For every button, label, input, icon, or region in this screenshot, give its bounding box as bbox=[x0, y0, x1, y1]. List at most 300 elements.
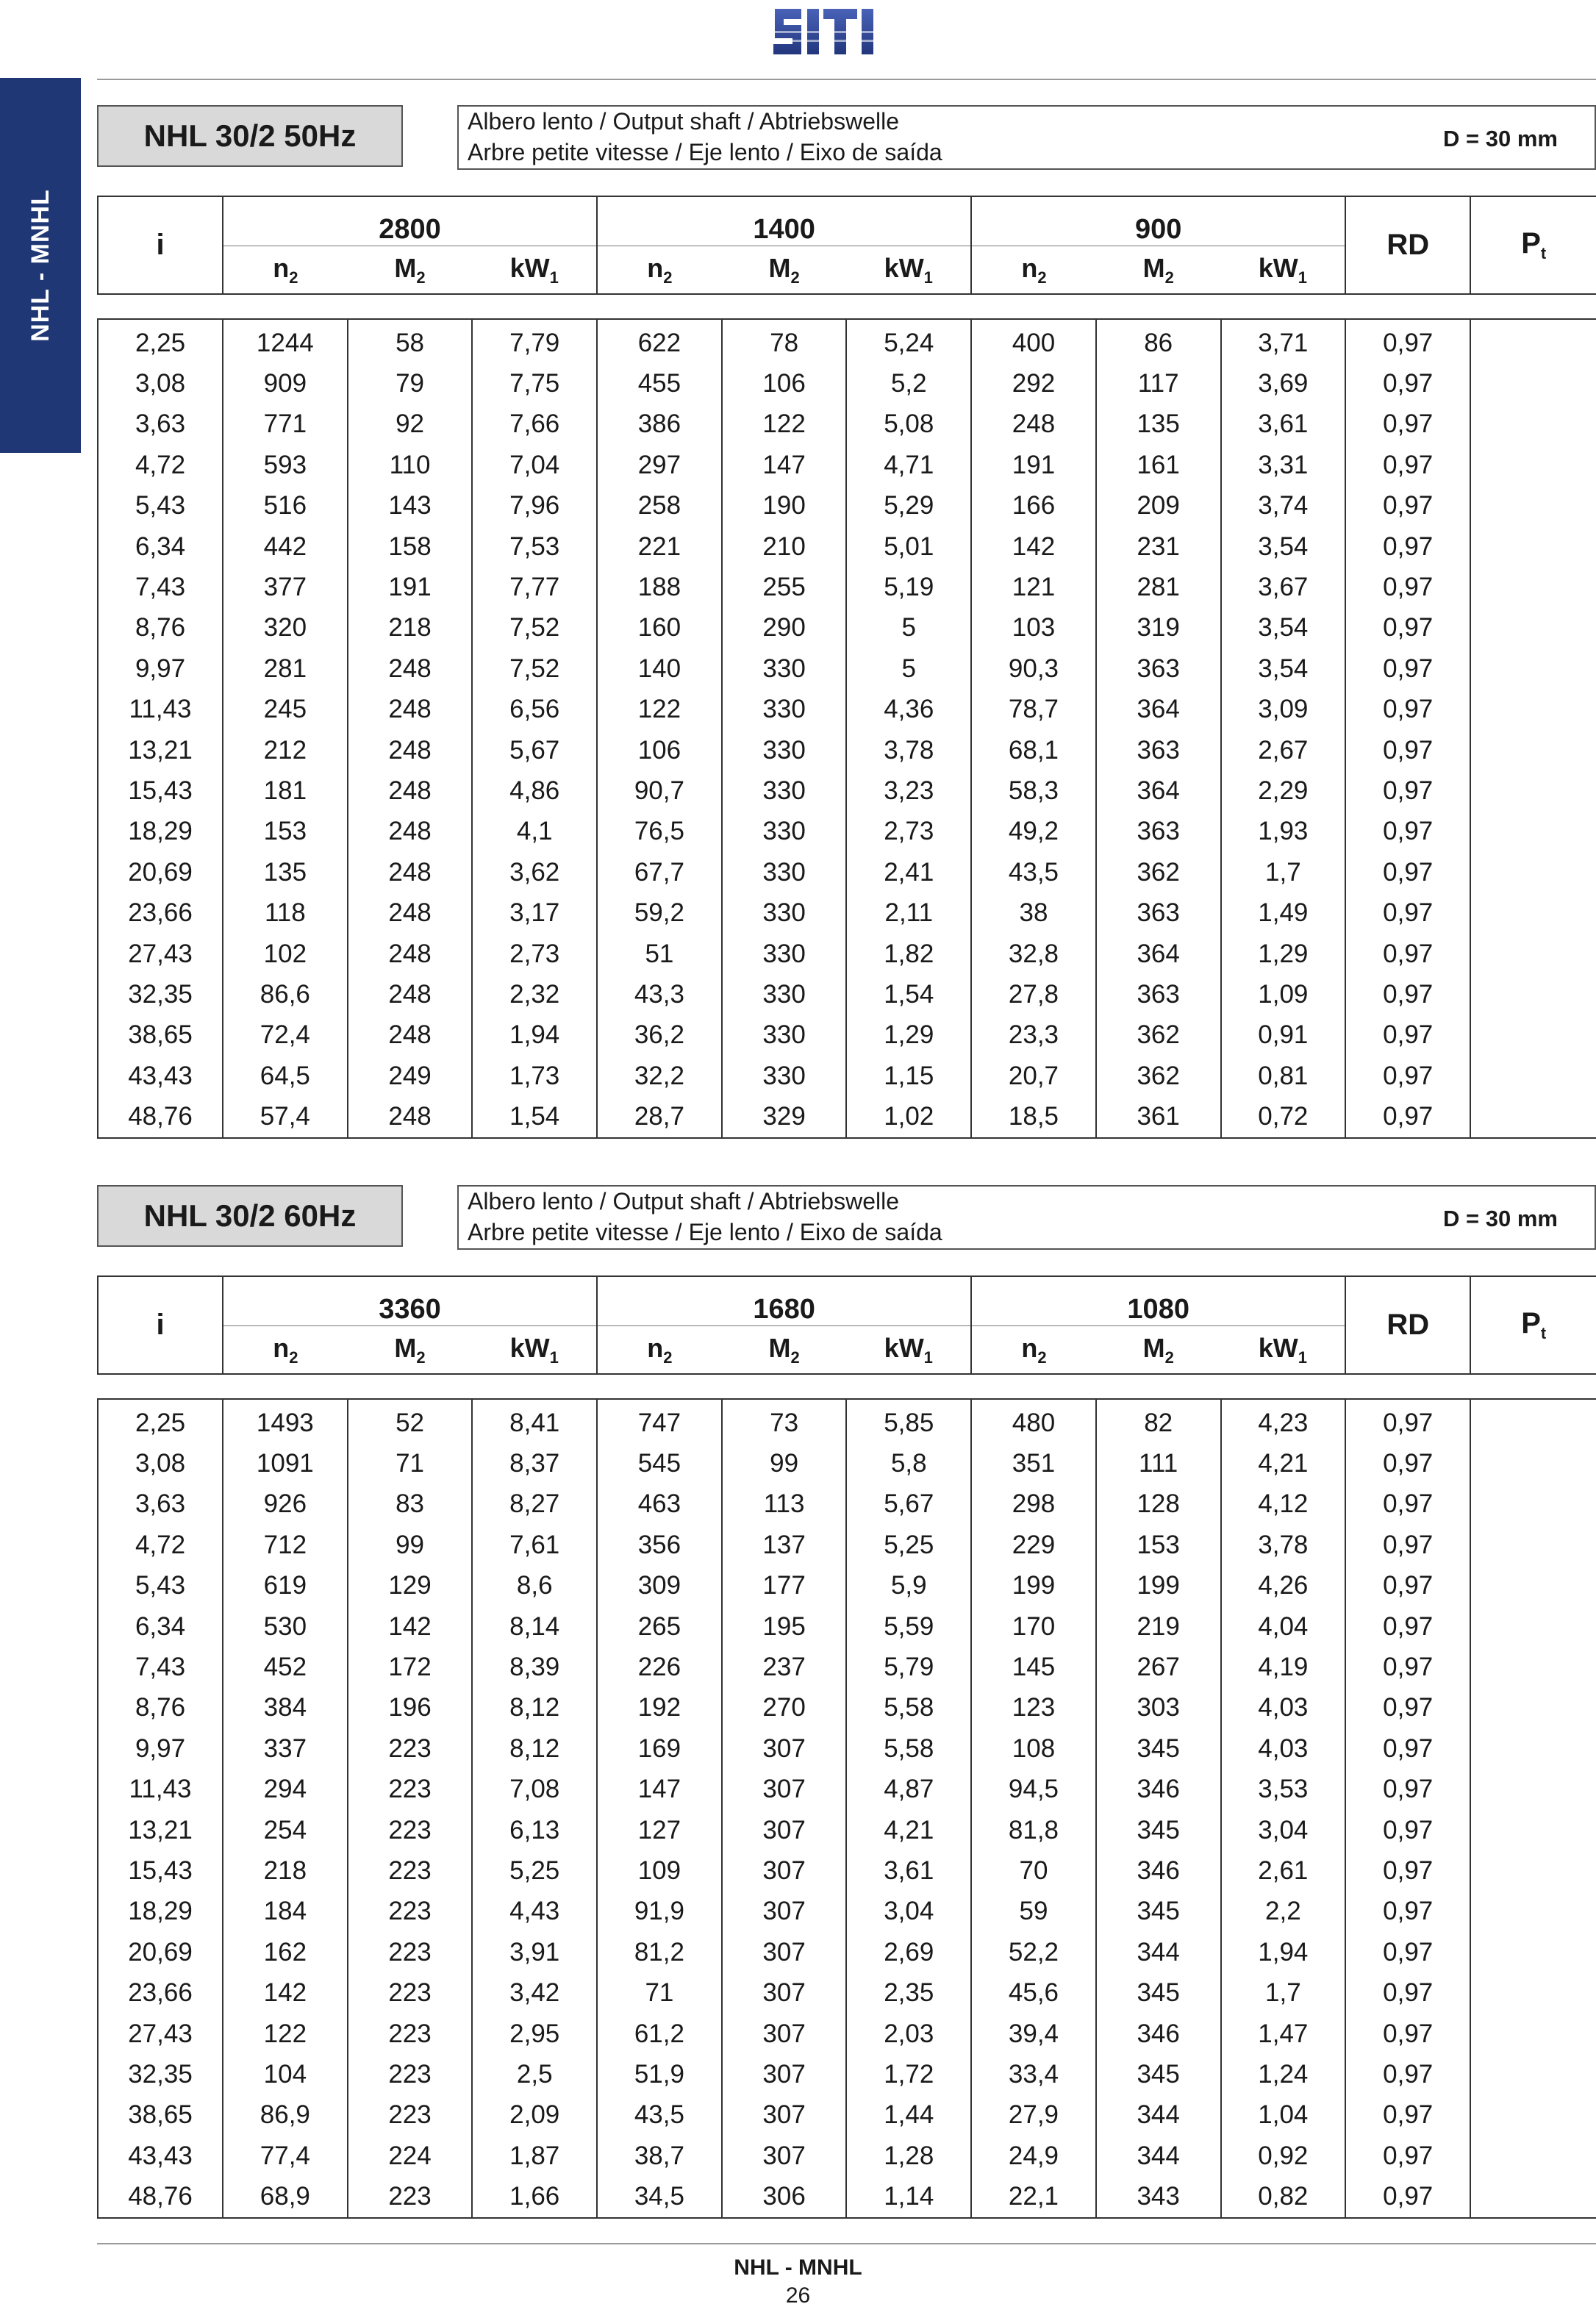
table-cell: 117 bbox=[1096, 363, 1221, 404]
table-row bbox=[98, 1015, 1596, 1056]
table-row bbox=[98, 1688, 1596, 1728]
table-cell: 2,2 bbox=[1221, 1892, 1346, 1932]
table-cell: 0,97 bbox=[1345, 1443, 1470, 1484]
table-cell: 145 bbox=[971, 1647, 1096, 1687]
table-cell: 7,53 bbox=[472, 526, 597, 567]
table-cell: 27,43 bbox=[98, 934, 223, 974]
table-cell: 7,61 bbox=[472, 1525, 597, 1565]
table-cell: 1,28 bbox=[846, 2136, 971, 2176]
table-cell: 400 bbox=[971, 319, 1096, 363]
table-cell: 4,26 bbox=[1221, 1566, 1346, 1606]
table-cell: 33,4 bbox=[971, 2054, 1096, 2094]
table-cell: 20,69 bbox=[98, 1932, 223, 1972]
table-cell: 2,61 bbox=[1221, 1850, 1346, 1891]
table-cell bbox=[1470, 1688, 1596, 1728]
table-cell: 79 bbox=[348, 363, 473, 404]
table-cell: 307 bbox=[722, 2054, 847, 2094]
table-cell bbox=[1470, 2014, 1596, 2054]
table-cell: 307 bbox=[722, 2136, 847, 2176]
table-cell: 7,77 bbox=[472, 567, 597, 607]
table-header bbox=[97, 1275, 1596, 1375]
table-cell: 3,17 bbox=[472, 892, 597, 933]
table-cell bbox=[1470, 1972, 1596, 2013]
table-cell: 190 bbox=[722, 486, 847, 526]
table-cell: 0,92 bbox=[1221, 2136, 1346, 2176]
table-cell: 27,9 bbox=[971, 2095, 1096, 2136]
table-cell: 1,94 bbox=[1221, 1932, 1346, 1972]
col-i-header: i bbox=[98, 1276, 223, 1374]
table-cell: 3,53 bbox=[1221, 1770, 1346, 1810]
table-cell: 9,97 bbox=[98, 1728, 223, 1769]
table-cell: 255 bbox=[722, 567, 847, 607]
table-row bbox=[98, 1810, 1596, 1850]
rpm-header: 900 bbox=[971, 196, 1345, 246]
table-cell: 51 bbox=[597, 934, 722, 974]
table-cell: 2,73 bbox=[472, 934, 597, 974]
table-row bbox=[98, 1484, 1596, 1525]
table-cell: 1,7 bbox=[1221, 1972, 1346, 2013]
table-cell bbox=[1470, 974, 1596, 1015]
table-cell: 5,43 bbox=[98, 486, 223, 526]
table-cell: 86,9 bbox=[223, 2095, 348, 2136]
table-cell: 2,25 bbox=[98, 319, 223, 363]
table-row bbox=[98, 934, 1596, 974]
table-cell: 377 bbox=[223, 567, 348, 607]
table-cell: 4,72 bbox=[98, 1525, 223, 1565]
table-cell: 0,97 bbox=[1345, 608, 1470, 648]
table-cell: 229 bbox=[971, 1525, 1096, 1565]
table-cell: 330 bbox=[722, 1056, 847, 1096]
table-cell: 2,5 bbox=[472, 2054, 597, 2094]
table-cell: 13,21 bbox=[98, 1810, 223, 1850]
table-cell: 307 bbox=[722, 1770, 847, 1810]
table-cell: 0,97 bbox=[1345, 2014, 1470, 2054]
table-cell: 0,97 bbox=[1345, 1566, 1470, 1606]
table-cell: 0,97 bbox=[1345, 1399, 1470, 1443]
table-cell bbox=[1470, 1096, 1596, 1137]
table-cell: 320 bbox=[223, 608, 348, 648]
table-cell: 2,32 bbox=[472, 974, 597, 1015]
table-cell: 221 bbox=[597, 526, 722, 567]
table-cell: 223 bbox=[348, 2014, 473, 2054]
table-cell: 329 bbox=[722, 1096, 847, 1137]
rpm-header: 1680 bbox=[597, 1276, 971, 1326]
table-cell: 330 bbox=[722, 690, 847, 730]
table-cell: 64,5 bbox=[223, 1056, 348, 1096]
table-row bbox=[98, 526, 1596, 567]
table-cell: 1,72 bbox=[846, 2054, 971, 2094]
top-rule bbox=[97, 79, 1596, 80]
table-cell: 223 bbox=[348, 2176, 473, 2217]
table-cell: 330 bbox=[722, 1015, 847, 1056]
col-rd-header: RD bbox=[1345, 196, 1470, 294]
table-cell: 330 bbox=[722, 648, 847, 689]
table-cell: 712 bbox=[223, 1525, 348, 1565]
table-cell: 8,14 bbox=[472, 1606, 597, 1647]
table-cell bbox=[1470, 1770, 1596, 1810]
table-cell: 4,03 bbox=[1221, 1688, 1346, 1728]
table-cell: 5,79 bbox=[846, 1647, 971, 1687]
kw1-header: $kW_1$ bbox=[472, 246, 597, 295]
table-cell: 7,66 bbox=[472, 404, 597, 445]
table-row bbox=[98, 2136, 1596, 2176]
table-cell: 363 bbox=[1096, 892, 1221, 933]
table-cell: 5,01 bbox=[846, 526, 971, 567]
table-cell: 516 bbox=[223, 486, 348, 526]
table-cell bbox=[1470, 1484, 1596, 1525]
table-cell: 90,3 bbox=[971, 648, 1096, 689]
table-cell: 330 bbox=[722, 730, 847, 770]
table-cell: 58,3 bbox=[971, 770, 1096, 811]
table-cell: 5,67 bbox=[846, 1484, 971, 1525]
table-cell: 48,76 bbox=[98, 2176, 223, 2217]
table-cell bbox=[1470, 1810, 1596, 1850]
shaft-label-line2: Arbre petite vitesse / Eje lento / Eixo de saída bbox=[468, 139, 942, 165]
table-cell: 361 bbox=[1096, 1096, 1221, 1137]
table-cell: 345 bbox=[1096, 1810, 1221, 1850]
table-cell: 386 bbox=[597, 404, 722, 445]
table-cell: 292 bbox=[971, 363, 1096, 404]
table-cell: 455 bbox=[597, 363, 722, 404]
table-cell: 452 bbox=[223, 1647, 348, 1687]
table-cell: 330 bbox=[722, 974, 847, 1015]
table-cell: 7,79 bbox=[472, 319, 597, 363]
table-cell: 4,21 bbox=[1221, 1443, 1346, 1484]
table-cell: 6,34 bbox=[98, 526, 223, 567]
table-cell bbox=[1470, 690, 1596, 730]
table-cell: 223 bbox=[348, 2095, 473, 2136]
table-cell: 1,66 bbox=[472, 2176, 597, 2217]
kw1-header: $kW_1$ bbox=[846, 1326, 971, 1375]
table-cell: 1493 bbox=[223, 1399, 348, 1443]
table-cell: 0,97 bbox=[1345, 1850, 1470, 1891]
table-cell: 619 bbox=[223, 1566, 348, 1606]
table-cell: 191 bbox=[971, 445, 1096, 485]
table-cell: 0,97 bbox=[1345, 567, 1470, 607]
table-cell: 303 bbox=[1096, 1688, 1221, 1728]
table-cell: 106 bbox=[597, 730, 722, 770]
table-row bbox=[98, 486, 1596, 526]
table-cell: 86 bbox=[1096, 319, 1221, 363]
table-cell: 319 bbox=[1096, 608, 1221, 648]
table-cell: 192 bbox=[597, 1688, 722, 1728]
table-cell: 27,8 bbox=[971, 974, 1096, 1015]
table-cell: 78 bbox=[722, 319, 847, 363]
table-cell: 51,9 bbox=[597, 2054, 722, 2094]
table-cell: 1,14 bbox=[846, 2176, 971, 2217]
table-cell: 0,97 bbox=[1345, 934, 1470, 974]
table-row bbox=[98, 1728, 1596, 1769]
table-cell: 307 bbox=[722, 1892, 847, 1932]
table-cell: 1,7 bbox=[1221, 852, 1346, 892]
table-cell: 307 bbox=[722, 1972, 847, 2013]
table-cell: 306 bbox=[722, 2176, 847, 2217]
table-cell: 58 bbox=[348, 319, 473, 363]
table-cell: 142 bbox=[971, 526, 1096, 567]
table-cell: 0,97 bbox=[1345, 770, 1470, 811]
table-cell: 3,78 bbox=[1221, 1525, 1346, 1565]
table-cell: 143 bbox=[348, 486, 473, 526]
table-cell: 356 bbox=[597, 1525, 722, 1565]
shaft-diameter: D = 30 mm bbox=[1443, 126, 1558, 151]
table-cell: 6,34 bbox=[98, 1606, 223, 1647]
table-cell: 3,54 bbox=[1221, 648, 1346, 689]
table-cell: 99 bbox=[348, 1525, 473, 1565]
table-cell: 294 bbox=[223, 1770, 348, 1810]
table-cell: 45,6 bbox=[971, 1972, 1096, 2013]
table-cell: 76,5 bbox=[597, 812, 722, 852]
table-cell: 384 bbox=[223, 1688, 348, 1728]
table-row bbox=[98, 2014, 1596, 2054]
table-cell: 94,5 bbox=[971, 1770, 1096, 1810]
table-cell: 5,24 bbox=[846, 319, 971, 363]
table-cell: 49,2 bbox=[971, 812, 1096, 852]
table-cell: 307 bbox=[722, 1850, 847, 1891]
table-cell: 36,2 bbox=[597, 1015, 722, 1056]
table-cell: 0,97 bbox=[1345, 2176, 1470, 2217]
table-cell: 0,97 bbox=[1345, 648, 1470, 689]
table-cell: 248 bbox=[348, 648, 473, 689]
table-cell bbox=[1470, 852, 1596, 892]
table-cell: 593 bbox=[223, 445, 348, 485]
table-cell: 4,12 bbox=[1221, 1484, 1346, 1525]
table-cell bbox=[1470, 730, 1596, 770]
table-row bbox=[98, 1525, 1596, 1565]
table-cell: 38,65 bbox=[98, 2095, 223, 2136]
table-cell bbox=[1470, 1056, 1596, 1096]
m2-header: $M_2$ bbox=[722, 246, 847, 295]
table-cell bbox=[1470, 526, 1596, 567]
table-cell: 7,04 bbox=[472, 445, 597, 485]
table-cell: 0,91 bbox=[1221, 1015, 1346, 1056]
table-cell: 22,1 bbox=[971, 2176, 1096, 2217]
table-cell: 362 bbox=[1096, 1056, 1221, 1096]
table-cell bbox=[1470, 770, 1596, 811]
table-cell: 91,9 bbox=[597, 1892, 722, 1932]
table-cell: 254 bbox=[223, 1810, 348, 1850]
table-cell: 24,9 bbox=[971, 2136, 1096, 2176]
table-cell: 363 bbox=[1096, 730, 1221, 770]
table-cell: 7,43 bbox=[98, 1647, 223, 1687]
table-cell: 223 bbox=[348, 1850, 473, 1891]
table-cell: 248 bbox=[348, 690, 473, 730]
table-row bbox=[98, 2054, 1596, 2094]
table-cell: 73 bbox=[722, 1399, 847, 1443]
table-cell: 248 bbox=[348, 1096, 473, 1137]
table-cell: 3,69 bbox=[1221, 363, 1346, 404]
table-cell: 103 bbox=[971, 608, 1096, 648]
table-cell: 68,1 bbox=[971, 730, 1096, 770]
table-cell: 281 bbox=[1096, 567, 1221, 607]
data-table bbox=[97, 318, 1596, 1139]
table-cell: 4,1 bbox=[472, 812, 597, 852]
table-cell: 2,29 bbox=[1221, 770, 1346, 811]
table-cell bbox=[1470, 2095, 1596, 2136]
side-tab bbox=[0, 78, 81, 453]
table-cell: 5,67 bbox=[472, 730, 597, 770]
table-cell: 909 bbox=[223, 363, 348, 404]
table-cell: 248 bbox=[348, 730, 473, 770]
table-cell: 77,4 bbox=[223, 2136, 348, 2176]
table-cell: 209 bbox=[1096, 486, 1221, 526]
table-cell: 1,44 bbox=[846, 2095, 971, 2136]
table-row bbox=[98, 363, 1596, 404]
table-cell: 170 bbox=[971, 1606, 1096, 1647]
table-cell: 3,08 bbox=[98, 1443, 223, 1484]
table-cell: 102 bbox=[223, 934, 348, 974]
table-cell: 530 bbox=[223, 1606, 348, 1647]
table-cell bbox=[1470, 1728, 1596, 1769]
table-cell: 5,43 bbox=[98, 1566, 223, 1606]
table-cell: 3,91 bbox=[472, 1932, 597, 1972]
table-cell: 8,39 bbox=[472, 1647, 597, 1687]
rpm-header: 1080 bbox=[971, 1276, 1345, 1326]
table-cell: 109 bbox=[597, 1850, 722, 1891]
table-cell: 3,04 bbox=[846, 1892, 971, 1932]
table-cell: 926 bbox=[223, 1484, 348, 1525]
table-cell: 290 bbox=[722, 608, 847, 648]
table-row bbox=[98, 2095, 1596, 2136]
table-cell bbox=[1470, 608, 1596, 648]
table-cell: 245 bbox=[223, 690, 348, 730]
table-cell: 747 bbox=[597, 1399, 722, 1443]
table-cell: 166 bbox=[971, 486, 1096, 526]
table-cell: 248 bbox=[348, 1015, 473, 1056]
table-cell: 7,52 bbox=[472, 608, 597, 648]
table-cell: 218 bbox=[223, 1850, 348, 1891]
table-cell: 224 bbox=[348, 2136, 473, 2176]
table-cell: 2,03 bbox=[846, 2014, 971, 2054]
table-cell: 265 bbox=[597, 1606, 722, 1647]
table-cell: 237 bbox=[722, 1647, 847, 1687]
table-cell: 0,97 bbox=[1345, 1056, 1470, 1096]
table-cell: 3,62 bbox=[472, 852, 597, 892]
table-cell: 23,66 bbox=[98, 892, 223, 933]
table-cell bbox=[1470, 2136, 1596, 2176]
table-cell: 86,6 bbox=[223, 974, 348, 1015]
table-cell: 15,43 bbox=[98, 1850, 223, 1891]
table-cell: 5,2 bbox=[846, 363, 971, 404]
table-cell bbox=[1470, 1892, 1596, 1932]
shaft-info-box bbox=[457, 1185, 1596, 1250]
table-cell: 5,59 bbox=[846, 1606, 971, 1647]
table-cell: 7,75 bbox=[472, 363, 597, 404]
table-cell: 0,97 bbox=[1345, 319, 1470, 363]
table-cell: 18,29 bbox=[98, 1892, 223, 1932]
table-cell: 2,11 bbox=[846, 892, 971, 933]
table-cell: 4,86 bbox=[472, 770, 597, 811]
table-row bbox=[98, 319, 1596, 363]
table-row bbox=[98, 770, 1596, 811]
table-cell: 226 bbox=[597, 1647, 722, 1687]
table-cell: 0,97 bbox=[1345, 1728, 1470, 1769]
side-tab-label: NHL - MNHL bbox=[26, 189, 54, 342]
table-cell bbox=[1470, 1606, 1596, 1647]
table-cell bbox=[1470, 1647, 1596, 1687]
table-cell: 281 bbox=[223, 648, 348, 689]
table-cell: 1244 bbox=[223, 319, 348, 363]
table-header bbox=[97, 196, 1596, 295]
table-cell: 267 bbox=[1096, 1647, 1221, 1687]
table-cell: 43,5 bbox=[971, 852, 1096, 892]
table-cell: 307 bbox=[722, 2014, 847, 2054]
table-cell: 121 bbox=[971, 567, 1096, 607]
table-cell: 122 bbox=[223, 2014, 348, 2054]
table-cell bbox=[1470, 1850, 1596, 1891]
table-cell: 28,7 bbox=[597, 1096, 722, 1137]
n2-header: $n_2$ bbox=[223, 1326, 348, 1375]
table-cell: 223 bbox=[348, 1810, 473, 1850]
table-cell bbox=[1470, 1525, 1596, 1565]
table-row bbox=[98, 730, 1596, 770]
table-cell: 248 bbox=[348, 770, 473, 811]
table-cell: 307 bbox=[722, 1810, 847, 1850]
table-cell: 330 bbox=[722, 852, 847, 892]
table-cell: 1,29 bbox=[846, 1015, 971, 1056]
table-cell: 43,3 bbox=[597, 974, 722, 1015]
table-cell: 123 bbox=[971, 1688, 1096, 1728]
table-cell: 330 bbox=[722, 812, 847, 852]
table-cell: 104 bbox=[223, 2054, 348, 2094]
table-cell: 108 bbox=[971, 1728, 1096, 1769]
shaft-label-line1: Albero lento / Output shaft / Abtriebswelle bbox=[468, 1188, 899, 1214]
table-row bbox=[98, 1606, 1596, 1647]
table-cell: 8,76 bbox=[98, 1688, 223, 1728]
table-cell: 309 bbox=[597, 1566, 722, 1606]
table-cell: 39,4 bbox=[971, 2014, 1096, 2054]
table-cell: 5,58 bbox=[846, 1688, 971, 1728]
table-cell: 0,97 bbox=[1345, 2136, 1470, 2176]
table-cell: 8,12 bbox=[472, 1728, 597, 1769]
table-cell: 184 bbox=[223, 1892, 348, 1932]
n2-header: $n_2$ bbox=[597, 1326, 722, 1375]
table-cell: 0,97 bbox=[1345, 892, 1470, 933]
table-cell: 4,23 bbox=[1221, 1399, 1346, 1443]
table-cell: 5,8 bbox=[846, 1443, 971, 1484]
table-cell: 1,73 bbox=[472, 1056, 597, 1096]
table-row bbox=[98, 1399, 1596, 1443]
table-cell: 199 bbox=[1096, 1566, 1221, 1606]
table-cell: 345 bbox=[1096, 1972, 1221, 2013]
table-cell: 223 bbox=[348, 1972, 473, 2013]
table-row bbox=[98, 1932, 1596, 1972]
table-cell bbox=[1470, 812, 1596, 852]
table-cell: 113 bbox=[722, 1484, 847, 1525]
table-cell: 330 bbox=[722, 770, 847, 811]
table-cell: 249 bbox=[348, 1056, 473, 1096]
table-cell: 297 bbox=[597, 445, 722, 485]
kw1-header: $kW_1$ bbox=[472, 1326, 597, 1375]
table-cell: 7,52 bbox=[472, 648, 597, 689]
table-cell: 223 bbox=[348, 1728, 473, 1769]
table-cell: 330 bbox=[722, 892, 847, 933]
table-cell: 362 bbox=[1096, 1015, 1221, 1056]
table-row bbox=[98, 1647, 1596, 1687]
siti-logo bbox=[772, 1, 897, 62]
table-cell: 158 bbox=[348, 526, 473, 567]
table-cell: 1,24 bbox=[1221, 2054, 1346, 2094]
table-cell: 1,47 bbox=[1221, 2014, 1346, 2054]
table-cell: 82 bbox=[1096, 1399, 1221, 1443]
table-cell: 307 bbox=[722, 2095, 847, 2136]
table-cell: 169 bbox=[597, 1728, 722, 1769]
table-cell: 23,3 bbox=[971, 1015, 1096, 1056]
table-cell: 13,21 bbox=[98, 730, 223, 770]
table-cell: 110 bbox=[348, 445, 473, 485]
table-cell: 3,71 bbox=[1221, 319, 1346, 363]
table-cell: 9,97 bbox=[98, 648, 223, 689]
table-cell: 463 bbox=[597, 1484, 722, 1525]
